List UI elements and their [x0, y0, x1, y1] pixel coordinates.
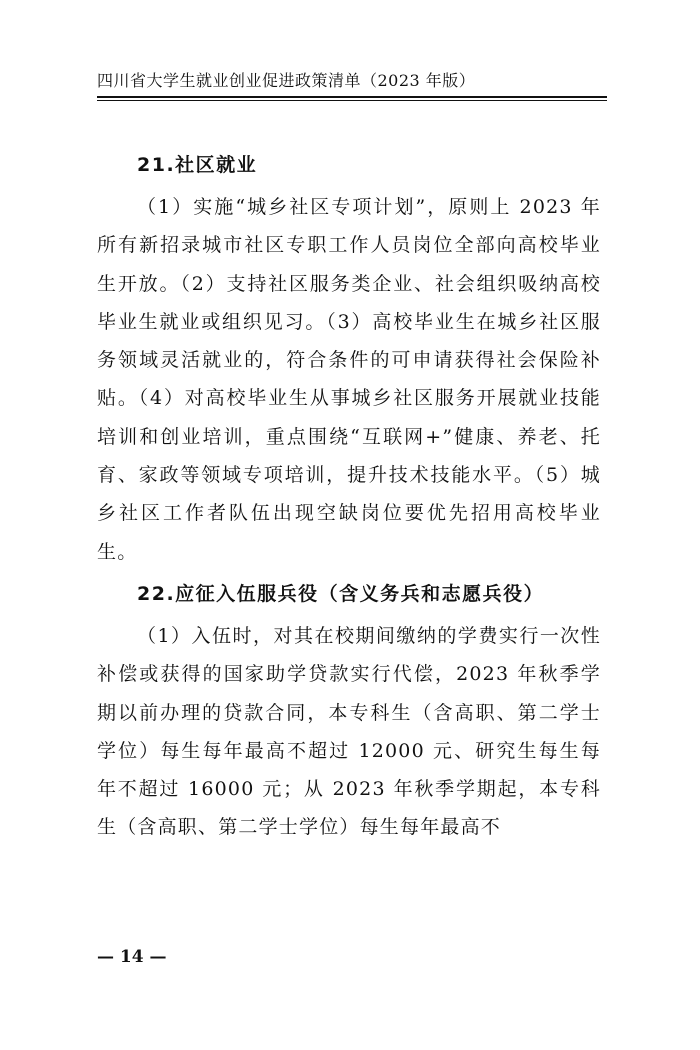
running-header: 四川省大学生就业创业促进政策清单（2023 年版）: [97, 71, 476, 90]
header-rule-thick: [97, 96, 607, 98]
section-heading-military-service: 22.应征入伍服兵役（含义务兵和志愿兵役）: [137, 582, 545, 605]
header-rule-thin: [97, 100, 607, 101]
section-heading-community-employment: 21.社区就业: [137, 154, 258, 176]
section-paragraph-military-service: （1）入伍时，对其在校期间缴纳的学费实行一次性补偿或获得的国家助学贷款实行代偿，2023 年秋季学期以前办理的贷款合同，本专科生（含高职、第二学士学位）每生每年最高不超过 12000 元、研究生每生每年不超过 16000 元；从 2023 年秋季学期起，本专科生（含高职、第二学士学位）每生每年最高不: [97, 624, 601, 839]
section-paragraph-community-employment: （1）实施“城乡社区专项计划”，原则上 2023 年所有新招录城市社区专职工作人员岗位全部向高校毕业生开放。（2）支持社区服务类企业、社会组织吸纳高校毕业生就业或组织见习。（3）高校毕业生在城乡社区服务领域灵活就业的，符合条件的可申请获得社会保险补贴。（4）对高校毕业生从事城乡社区服务开展就业技能培训和创业培训，重点围绕“互联网+”健康、养老、托育、家政等领域专项培训，提升技术技能水平。（5）城乡社区工作者队伍出现空缺岗位要优先招用高校毕业生。: [97, 196, 601, 563]
page-number: — 14 —: [97, 947, 167, 967]
page-body: [97, 146, 601, 847]
